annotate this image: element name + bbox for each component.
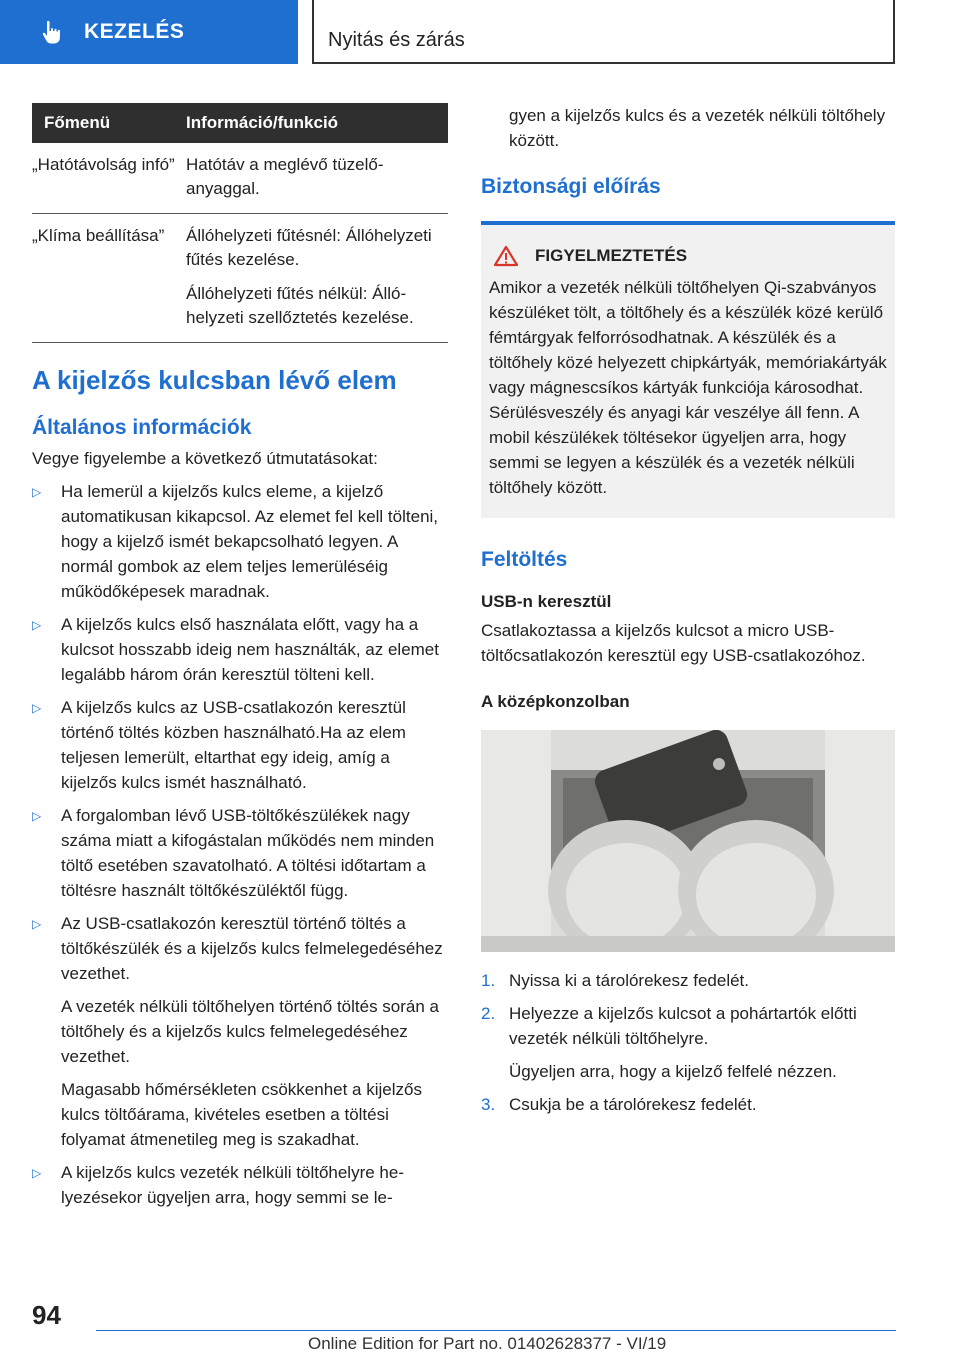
hand-touch-icon <box>38 18 66 46</box>
table-cell-info <box>186 224 448 330</box>
bullet-list <box>32 479 448 1210</box>
list-item <box>481 968 895 993</box>
section-tab-label: KEZELÉS <box>84 20 185 43</box>
list-item <box>32 479 448 604</box>
section-heading: A kijelzős kulcsban lévő elem <box>32 365 397 395</box>
table-cell-info <box>186 153 448 201</box>
step-number: 2. <box>481 1004 496 1023</box>
right-column <box>481 103 895 1125</box>
list-item-text: A kijelzős kulcs első használata előtt, vagy ha a kulcsot hosszabb ideig nem használták, az elemet legalább három órán keresztül tölteni kell. <box>61 615 439 684</box>
table-header <box>32 103 448 143</box>
table-row <box>32 143 448 214</box>
continued-text: gyen a kijelzős kulcs és a vezeték nélküli töltőhely között. <box>509 106 886 150</box>
list-item-text: A kijelzős kulcs az USB-csatlakozón keresztül történő töltés közben használható.Ha az elem teljesen lemerült, eltarthat egy ideig, amíg a kijelzős kulcs ismét használható. <box>61 698 406 792</box>
step-text: Csukja be a tárolórekesz fedelét. <box>509 1095 757 1114</box>
step-number: 3. <box>481 1095 496 1114</box>
table-header-cell: Információ/funkció <box>186 113 339 132</box>
subsection-heading: Általános információk <box>32 416 252 439</box>
table-header-cell: Főmenü <box>44 113 111 132</box>
triangle-bullet-icon: ▷ <box>32 1166 42 1180</box>
step-text: Helyezze a kijelzős kulcsot a pohártartók előtti vezeték nélküli töltőhelyre. <box>509 1004 857 1048</box>
list-item-text: Ha lemerül a kijelzős kulcs eleme, a kijelző automatikusan kikapcsol. Az elemet fel kell tölteni, hogy a kijelző ismét bekapcsolható legyen. A normál gombok az elem teljes lemerüléséig működőképesek maradnak. <box>61 482 439 601</box>
footer-divider <box>96 1330 896 1331</box>
table-cell-text: Hatótáv a meglévő tüzelőanyaggal. <box>186 155 384 198</box>
list-item-text: Az USB-csatlakozón keresztül történő töltés a töltőkészülék és a kijelzős kulcs felmelegedéséhez vezethet. <box>61 914 443 983</box>
step-text: Ügyeljen arra, hogy a kijelző felfelé nézzen. <box>509 1062 837 1081</box>
triangle-bullet-icon: ▷ <box>32 701 42 715</box>
usb-text: Csatlakoztassa a kijelzős kulcsot a micro USB-töltőcsatlakozón keresztül egy USB-csatlakozóhoz. <box>481 621 866 665</box>
page-title: Nyitás és zárás <box>328 29 465 51</box>
table-cell-menu: „Hatótávolság infó” <box>32 155 175 174</box>
list-item <box>481 1092 895 1117</box>
page-header <box>312 0 895 64</box>
footer-edition: Online Edition for Part no. 01402628377 - VI/19 <box>308 1334 667 1353</box>
charging-heading: Feltöltés <box>481 548 568 571</box>
list-item-text: A kijelzős kulcs vezeték nélküli töltőhelyre helyezésekor ügyeljen arra, hogy semmi se le- <box>61 1163 405 1207</box>
center-console-illustration <box>481 730 895 952</box>
table-cell-text: Állóhelyzeti fűtés nélkül: Állóhelyzeti szellőztetés kezelése. <box>186 284 414 327</box>
warning-triangle-icon <box>493 245 519 267</box>
console-heading: A középkonzolban <box>481 692 630 711</box>
safety-heading: Biztonsági előírás <box>481 175 661 198</box>
table-row <box>32 214 448 343</box>
triangle-bullet-icon: ▷ <box>32 917 42 931</box>
page-number: 94 <box>32 1300 61 1330</box>
triangle-bullet-icon: ▷ <box>32 809 42 823</box>
list-item <box>481 1001 895 1084</box>
warning-title <box>493 245 887 267</box>
list-item <box>32 1160 448 1210</box>
table-cell-menu: „Klíma beállítása” <box>32 226 165 245</box>
table-cell-text: Állóhelyzeti fűtésnél: Állóhelyzeti fűtés kezelése. <box>186 226 432 269</box>
warning-title-text: FIGYELMEZTETÉS <box>535 246 688 265</box>
step-number: 1. <box>481 971 496 990</box>
list-item <box>32 803 448 903</box>
step-list <box>481 968 895 1117</box>
triangle-bullet-icon: ▷ <box>32 618 42 632</box>
list-item <box>32 695 448 795</box>
warning-text: Amikor a vezeték nélküli töltőhelyen Qi-szabványos készüléket tölt, a töltőhely és a készülék közé kerülő fémtárgyak felforrósodhatnak. A készülék és a töltőhely közé helyezett chipkártyák, memóriakártyák vagy mágnescsíkos kártyák funkciója károsodhat. Sérülésveszély és anyagi kár veszélye áll fenn. A mobil készülékek töltésekor ügyeljen arra, hogy semmi se legyen a készülék és a vezeték nélküli töltőhely között. <box>489 278 887 497</box>
warning-box <box>481 221 895 518</box>
list-item-text: Magasabb hőmérsékleten csökkenhet a kijelzős kulcs töltőárama, kivételes esetben a töltési folyamat átmenetileg meg is szakadhat. <box>61 1080 422 1149</box>
usb-heading: USB-n keresztül <box>481 592 612 611</box>
list-item <box>32 612 448 687</box>
list-item-text: A forgalomban lévő USB-töltőkészülékek nagy száma miatt a kifogástalan működés nem minden töltő esetében szavatolható. A töltési időtartam a töltésre használt töltőkészüléktől függ. <box>61 806 435 900</box>
section-tab <box>0 0 298 64</box>
left-column <box>32 103 448 1218</box>
intro-text: Vegye figyelembe a következő útmutatásokat: <box>32 449 378 468</box>
list-item <box>32 911 448 1152</box>
list-item-text: A vezeték nélküli töltőhelyen történő töltés során a töltőhely és a kijelzős kulcs felmelegedéséhez vezethet. <box>61 997 440 1066</box>
step-text: Nyissa ki a tárolórekesz fedelét. <box>509 971 749 990</box>
triangle-bullet-icon: ▷ <box>32 485 42 499</box>
